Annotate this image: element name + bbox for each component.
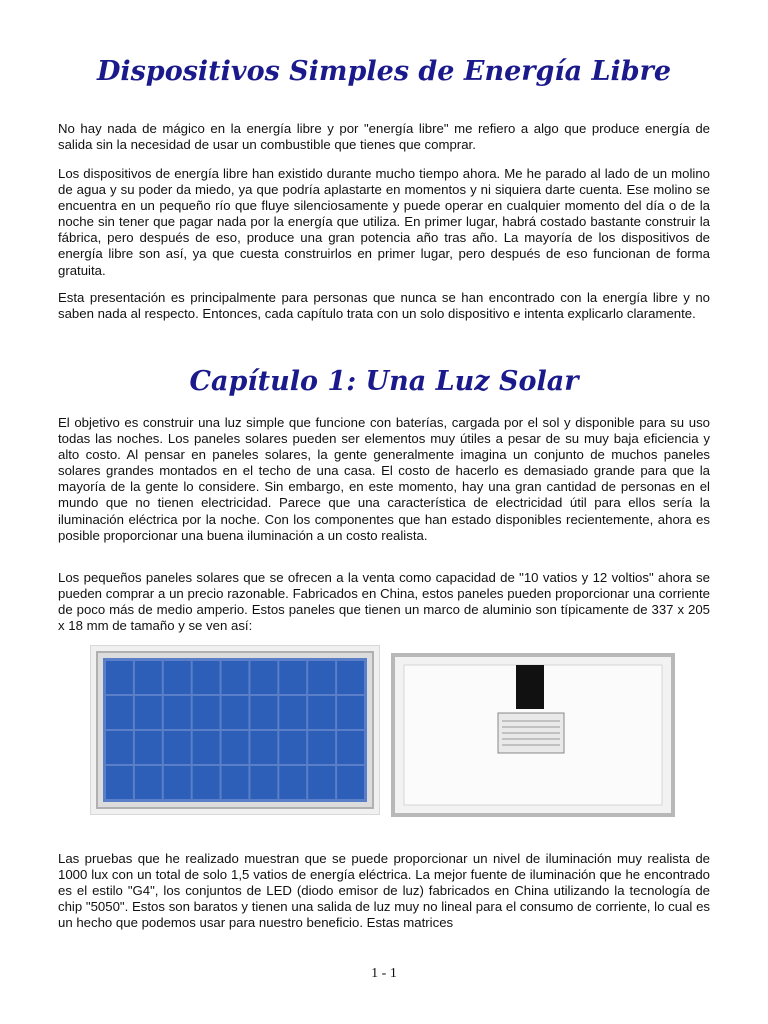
solar-cell	[135, 696, 162, 729]
solar-cell	[164, 696, 191, 729]
chapter-paragraph: Los pequeños paneles solares que se ofrecen a la venta como capacidad de "10 vatios y 12 voltios" ahora se pueden comprar a un precio razonable. Fabricados en China, estos paneles pueden proporcionar una corriente de poco más de medio amperio. Estos paneles que tienen un marco de aluminio son típicamente de 337 x 205 x 18 mm de tamaño y se ven así:	[58, 570, 710, 634]
intro-paragraph: Esta presentación es principalmente para personas que nunca se han encontrado con la energía libre y no saben nada al respecto. Entonces, cada capítulo trata con un solo dispositivo e intenta explicarlo claramente.	[58, 290, 710, 322]
solar-cell	[222, 696, 249, 729]
solar-cell	[279, 696, 306, 729]
solar-cell	[106, 661, 133, 694]
solar-cell	[193, 696, 220, 729]
page-number: 1 - 1	[371, 966, 397, 981]
solar-cell	[222, 766, 249, 799]
solar-cell	[106, 766, 133, 799]
solar-panel-front-graphic	[91, 646, 379, 814]
solar-cell	[135, 661, 162, 694]
solar-cell	[250, 696, 277, 729]
solar-panel-back-image	[390, 645, 680, 820]
chapter-paragraph: El objetivo es construir una luz simple que funcione con baterías, cargada por el sol y disponible para su uso todas las noches. Los paneles solares pueden ser elementos muy útiles a pesar de su muy baja eficiencia y alto costo. Al pensar en paneles solares, la gente generalmente imagina un conjunto de muchos paneles solares grandes montados en el techo de una casa. El costo de hacerlo es demasiado grande para que la mayoría de la gente lo considere. Sin embargo, en este momento, hay una gran cantidad de personas en el mundo que no tienen electricidad. Parece que una característica de electricidad útil para ellos sería la iluminación eléctrica por la noche. Con los componentes que han estado disponibles recientemente, ahora es posible proporcionar una buena iluminación a un costo realista.	[58, 415, 710, 543]
solar-cell	[279, 766, 306, 799]
solar-cell	[222, 731, 249, 764]
solar-cell	[250, 766, 277, 799]
solar-cell	[250, 661, 277, 694]
solar-cell	[106, 731, 133, 764]
solar-cell	[337, 766, 364, 799]
solar-cell	[106, 696, 133, 729]
solar-cell	[337, 661, 364, 694]
intro-paragraph: Los dispositivos de energía libre han existido durante mucho tiempo ahora. Me he parado al lado de un molino de agua y su poder da miedo, ya que podría aplastarte en momentos y ni siquiera darte cuenta. Ese molino se encuentra en un pequeño río que fluye silenciosamente y puede operar en cualquier momento del día o de la noche sin tener que pagar nada por la energía que utiliza. En primer lugar, habrá costado bastante construir la fábrica, pero después de eso, produce una gran potencia año tras año. La mayoría de los dispositivos de energía libre son así, ya que cuesta construirlos en primer lugar, pero después de eso funcionan de forma gratuita.	[58, 166, 710, 278]
solar-cell	[135, 766, 162, 799]
solar-cell	[308, 661, 335, 694]
junction-box	[516, 665, 544, 709]
solar-cell	[250, 731, 277, 764]
solar-cell	[164, 766, 191, 799]
solar-cell	[193, 766, 220, 799]
document-title: Dispositivos Simples de Energía Libre	[96, 56, 672, 87]
solar-panel-back-graphic	[390, 645, 680, 820]
solar-cell	[337, 696, 364, 729]
solar-cell	[193, 661, 220, 694]
solar-cell	[308, 766, 335, 799]
solar-cell	[193, 731, 220, 764]
solar-panel-front-image	[90, 645, 380, 815]
solar-cell	[337, 731, 364, 764]
chapter-title: Capítulo 1: Una Luz Solar	[189, 366, 579, 397]
chapter-paragraph: Las pruebas que he realizado muestran que se puede proporcionar un nivel de iluminación muy realista de 1000 lux con un total de solo 1,5 vatios de energía eléctrica. La mejor fuente de iluminación que he encontrado es el estilo "G4", los conjuntos de LED (diodo emisor de luz) fabricados en China utilizando la tecnología de chip "5050". Estos son baratos y tienen una salida de luz muy no lineal para el consumo de corriente, lo cual es un hecho que podemos usar para nuestro beneficio. Estas matrices	[58, 851, 710, 931]
solar-cell	[279, 731, 306, 764]
solar-cell	[308, 731, 335, 764]
solar-cell	[308, 696, 335, 729]
solar-cell	[279, 661, 306, 694]
solar-cell	[135, 731, 162, 764]
solar-cell	[222, 661, 249, 694]
intro-paragraph: No hay nada de mágico en la energía libre y por "energía libre" me refiero a algo que produce energía de salida sin la necesidad de usar un combustible que tienes que comprar.	[58, 121, 710, 153]
solar-cell	[164, 661, 191, 694]
solar-cell	[164, 731, 191, 764]
